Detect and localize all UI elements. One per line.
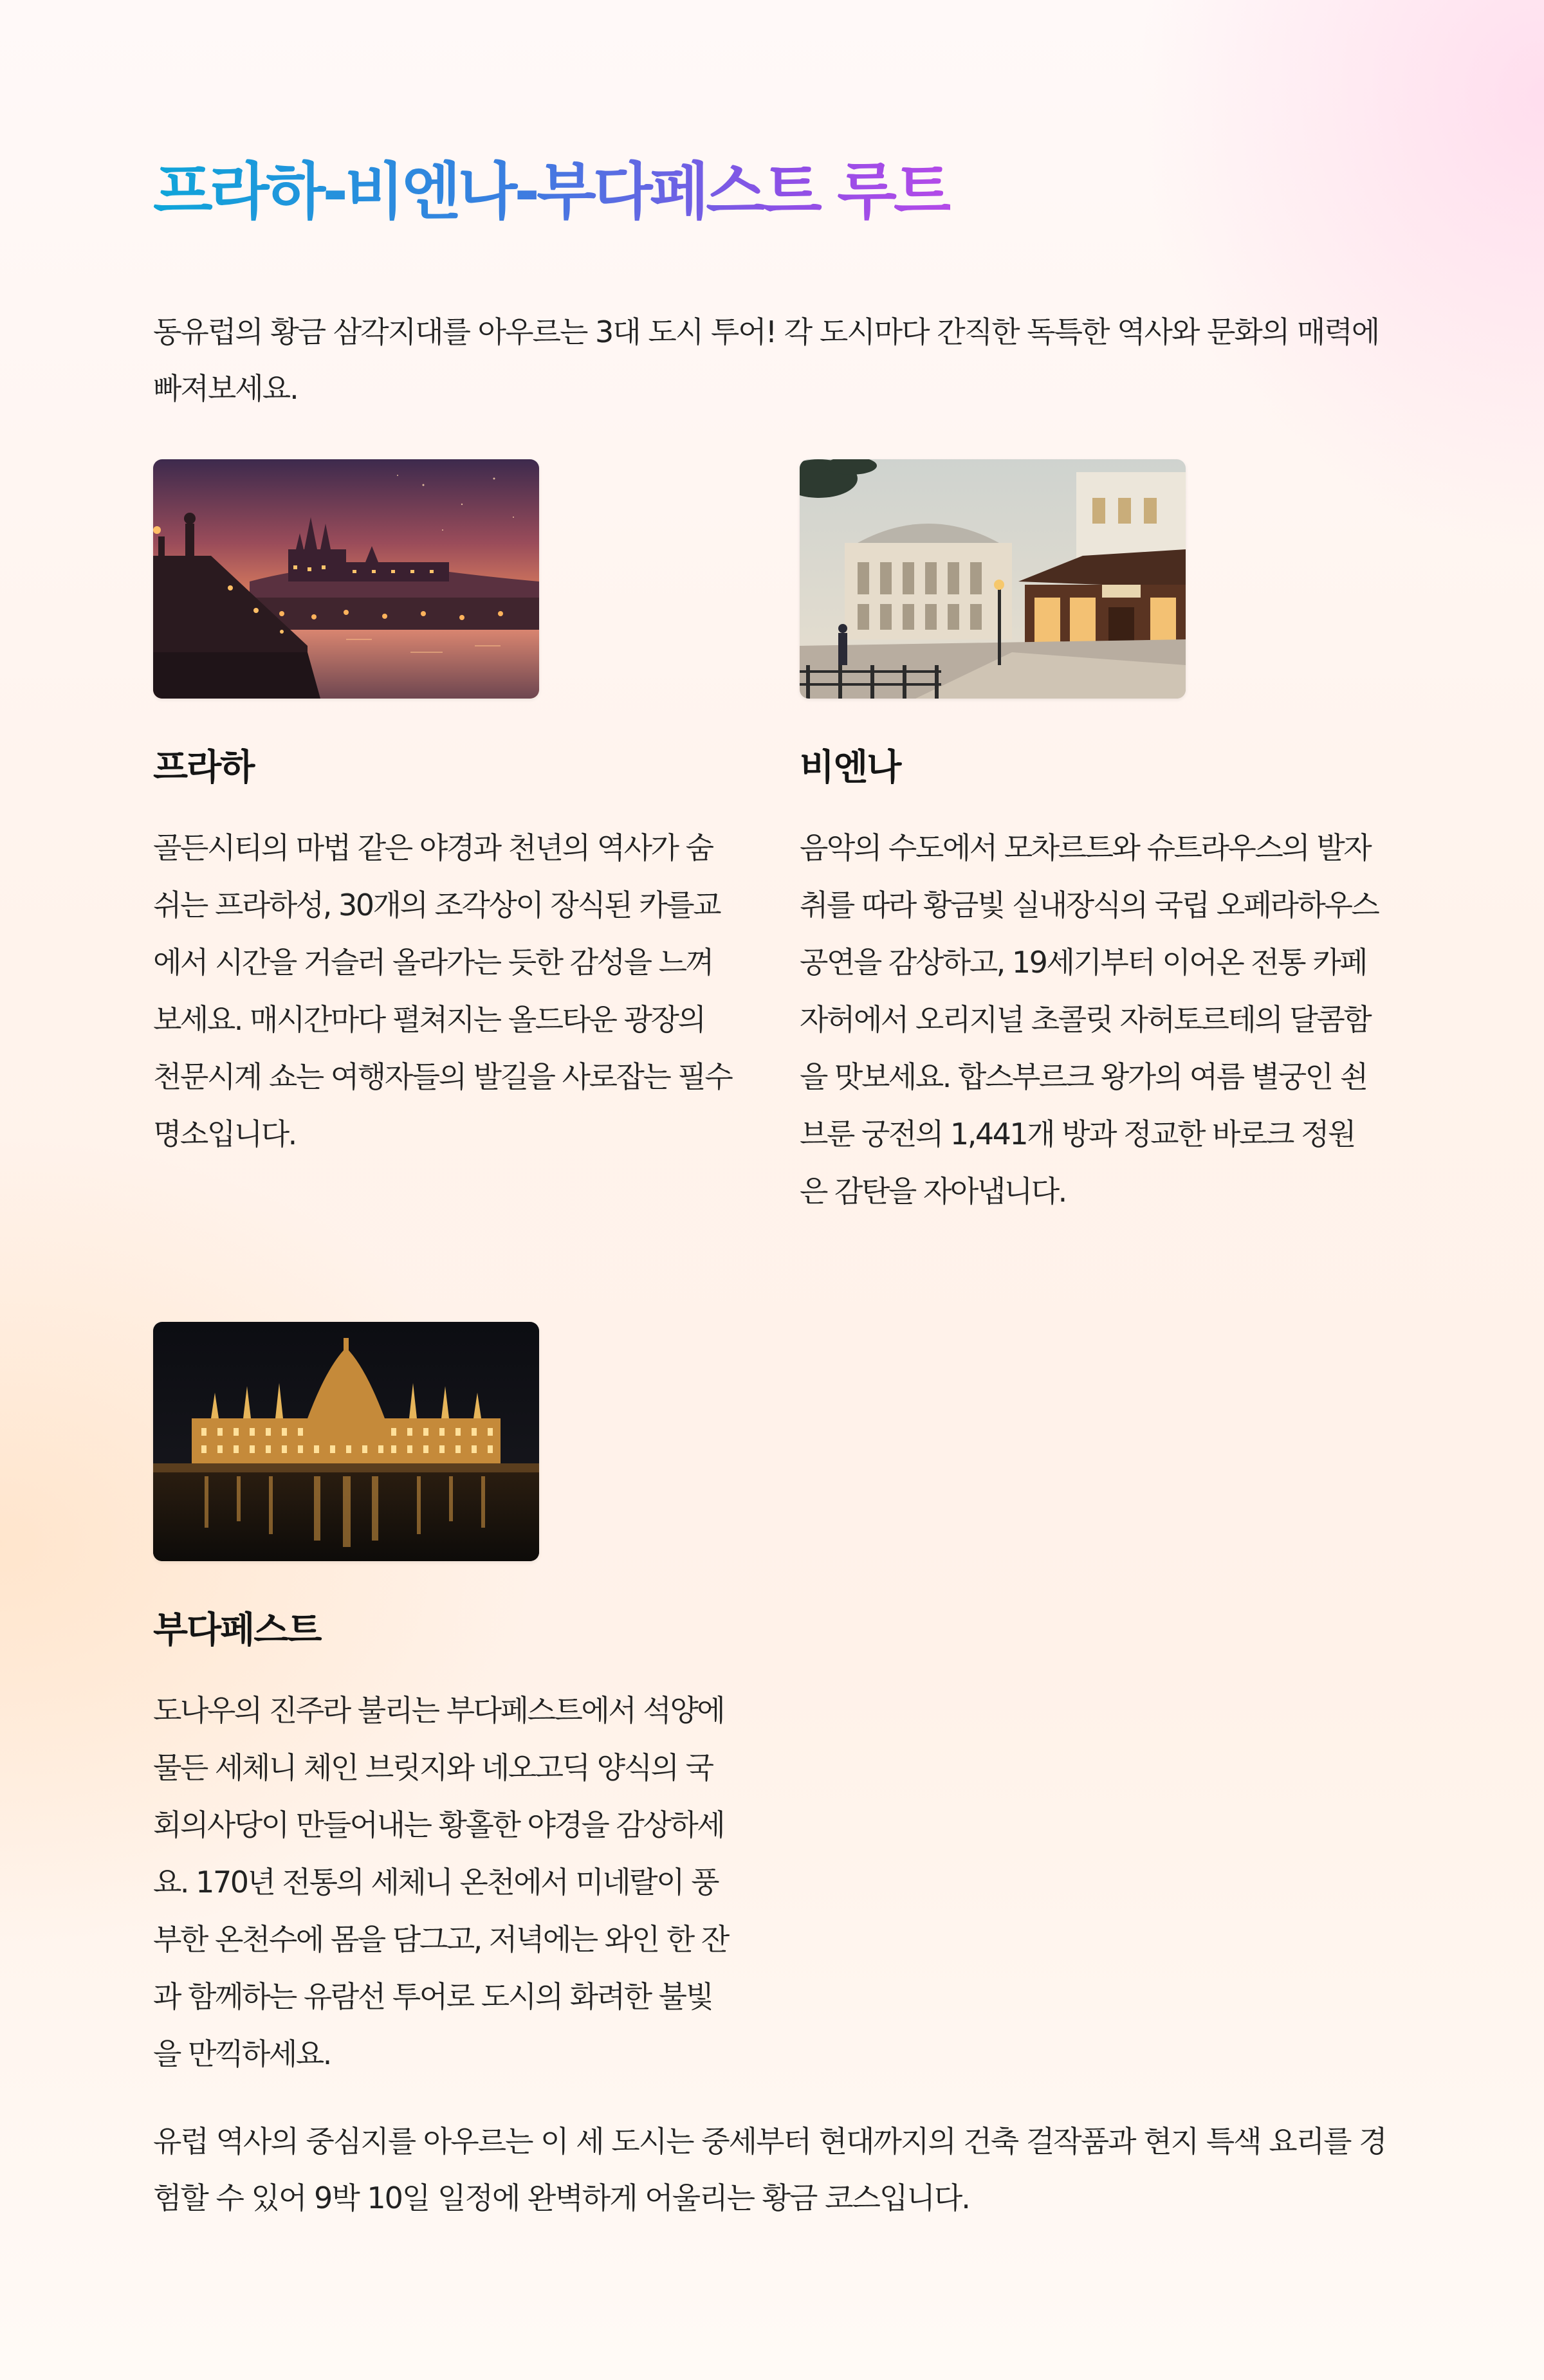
city-card-vienna [800,459,1379,1209]
prague-castle-photo [153,459,539,699]
city-title-prague: 프라하 [153,747,254,789]
city-card-prague [153,459,732,1151]
vienna-opera-cafe-photo [800,459,1186,699]
city-description-prague: 골든시티의 마법 같은 야경과 천년의 역사가 숨쉬는 프라하성, 30개의 조각상이 장식된 카를교에서 시간을 거슬러 올라가는 듯한 감성을 느껴보세요. 매시간마다 펼쳐지는 올드타운 광장의 천문시계 쇼는 여행자들의 발길을 사로잡는 필수 명소입니다. [153,830,732,1151]
budapest-parliament-photo [153,1322,539,1561]
city-title-vienna: 비엔나 [800,747,901,789]
page-title: 프라하-비엔나-부다페스트 루트 [153,147,950,237]
outro-paragraph: 유럽 역사의 중심지를 아우르는 이 세 도시는 중세부터 현대까지의 건축 걸작품과 현지 특색 요리를 경험할 수 있어 9박 10일 일정에 완벽하게 어울리는 황금 코스입니다. [153,2124,1386,2215]
city-card-budapest [153,1322,732,2071]
city-title-budapest: 부다페스트 [153,1609,321,1651]
city-description-budapest: 도나우의 진주라 불리는 부다페스트에서 석양에 물든 세체니 체인 브릿지와 네오고딕 양식의 국회의사당이 만들어내는 황홀한 야경을 감상하세요. 170년 전통의 세체니 온천에서 미네랄이 풍부한 온천수에 몸을 담그고, 저녁에는 와인 한 잔과 함께하는 유람선 투어로 도시의 화려한 불빛을 만끽하세요. [153,1693,728,2071]
city-description-vienna: 음악의 수도에서 모차르트와 슈트라우스의 발자취를 따라 황금빛 실내장식의 국립 오페라하우스 공연을 감상하고, 19세기부터 이어온 전통 카페 자허에서 오리지널 초콜릿 자허토르테의 달콤함을 맛보세요. 합스부르크 왕가의 여름 별궁인 쇤브룬 궁전의 1,441개 방과 정교한 바로크 정원은 감탄을 자아냅니다. [800,830,1379,1209]
intro-paragraph: 동유럽의 황금 삼각지대를 아우르는 3대 도시 투어! 각 도시마다 간직한 독특한 역사와 문화의 매력에 빠져보세요. [153,315,1379,406]
